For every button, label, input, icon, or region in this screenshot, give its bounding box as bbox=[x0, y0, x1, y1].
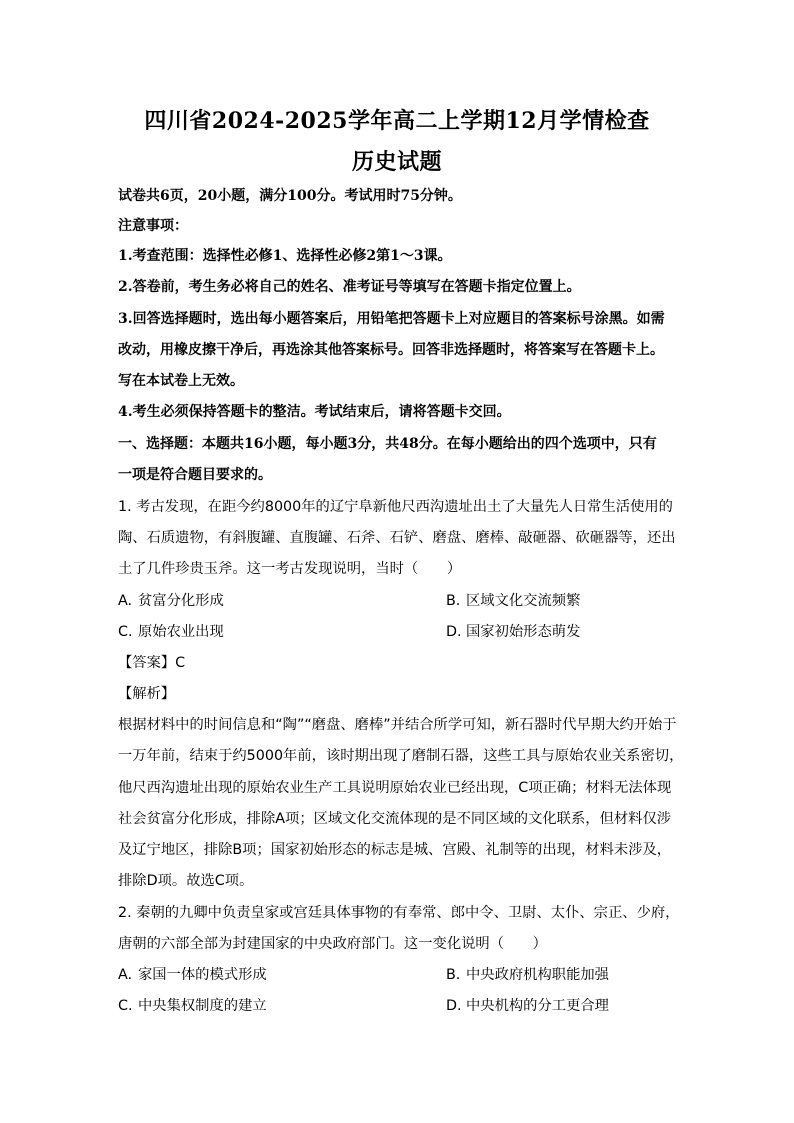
option-text: 家国一体的模式形成 bbox=[138, 967, 267, 983]
q1-stem: 1. 考古发现，在距今约8000年的辽宁阜新他尺西沟遗址出土了大量先人日常生活使用的 bbox=[118, 499, 673, 515]
exam-title: 四川省2024-2025学年高二上学期12月学情检查 bbox=[144, 108, 650, 134]
q1-analysis: 根据材料中的时间信息和“陶”“磨盘、磨棒”并结合所学可知，新石器时代早期大约开始于 bbox=[118, 717, 677, 733]
q1-analysis: 一万年前，结束于约5000年前，该时期出现了磨制石器，这些工具与原始农业关系密切， bbox=[118, 748, 684, 764]
option-letter: A. bbox=[118, 593, 133, 609]
option-text: 中央政府机构职能加强 bbox=[466, 967, 609, 983]
option-text: 国家初始形态萌发 bbox=[466, 624, 581, 640]
option-text: 中央机构的分工更合理 bbox=[466, 998, 609, 1014]
q1-analysis: 社会贫富分化形成，排除A项；区域文化交流体现的是不同区域的文化联系，但材料仅涉 bbox=[118, 811, 672, 827]
option-text: 原始农业出现 bbox=[138, 624, 224, 640]
q1-analysis-heading: 【解析】 bbox=[118, 686, 176, 702]
q1-analysis: 及辽宁地区，排除B项；国家初始形态的标志是城、宫殿、礼制等的出现，材料未涉及， bbox=[118, 842, 672, 858]
q1-option-d bbox=[446, 622, 580, 642]
q1-stem: 陶、石质遗物，有斜腹罐、直腹罐、石斧、石铲、磨盘、磨棒、敲砸器、砍砸器等，还出 bbox=[118, 530, 676, 546]
option-letter: C. bbox=[118, 998, 133, 1014]
option-letter: A. bbox=[118, 967, 133, 983]
q1-stem: 土了几件珍贵玉斧。这一考古发现说明，当时（ ） bbox=[118, 561, 462, 577]
option-letter: D. bbox=[446, 998, 462, 1014]
notice-heading: 注意事项： bbox=[118, 218, 188, 234]
q1-analysis: 排除D项。故选C项。 bbox=[118, 873, 254, 889]
notice-item: 写在本试卷上无效。 bbox=[118, 373, 244, 389]
q2-option-b bbox=[446, 965, 609, 985]
q1-answer: 【答案】C bbox=[118, 655, 186, 671]
option-text: 区域文化交流频繁 bbox=[466, 593, 581, 609]
notice-item: 3.回答选择题时，选出每小题答案后，用铅笔把答题卡上对应题目的答案标号涂黑。如需 bbox=[118, 311, 665, 327]
q2-option-d bbox=[446, 996, 609, 1016]
q1-option-a bbox=[118, 591, 224, 611]
option-text: 贫富分化形成 bbox=[138, 593, 224, 609]
q2-stem: 2. 秦朝的九卿中负责皇家或宫廷具体事物的有奉常、郎中令、卫尉、太仆、宗正、少府， bbox=[118, 905, 680, 921]
q1-analysis: 他尺西沟遗址出现的原始农业生产工具说明原始农业已经出现，C项正确；材料无法体现 bbox=[118, 780, 672, 796]
notice-item: 1.考查范围：选择性必修1、选择性必修2第1～3课。 bbox=[118, 248, 452, 264]
option-letter: D. bbox=[446, 624, 462, 640]
q2-option-a bbox=[118, 965, 267, 985]
option-letter: B. bbox=[446, 967, 461, 983]
exam-subtitle: 历史试题 bbox=[351, 149, 442, 175]
section-heading: 一、选择题：本题共16小题，每小题3分，共48分。在每小题给出的四个选项中，只有 bbox=[118, 436, 657, 452]
q1-option-b bbox=[446, 591, 580, 611]
notice-item: 2.答卷前，考生务必将自己的姓名、准考证号等填写在答题卡指定位置上。 bbox=[118, 279, 581, 295]
option-text: 中央集权制度的建立 bbox=[138, 998, 267, 1014]
notice-item: 改动，用橡皮擦干净后，再选涂其他答案标号。回答非选择题时，将答案写在答题卡上。 bbox=[118, 342, 664, 358]
q1-option-c bbox=[118, 622, 224, 642]
q2-stem: 唐朝的六部全部为封建国家的中央政府部门。这一变化说明（ ） bbox=[118, 936, 547, 952]
section-heading: 一项是符合题目要求的。 bbox=[118, 467, 272, 483]
notice-item: 4.考生必须保持答题卡的整洁。考试结束后，请将答题卡交回。 bbox=[118, 404, 511, 420]
option-letter: B. bbox=[446, 593, 461, 609]
option-letter: C. bbox=[118, 624, 133, 640]
exam-intro: 试卷共6页，20小题，满分100分。考试用时75分钟。 bbox=[118, 188, 462, 204]
q2-option-c bbox=[118, 996, 267, 1016]
